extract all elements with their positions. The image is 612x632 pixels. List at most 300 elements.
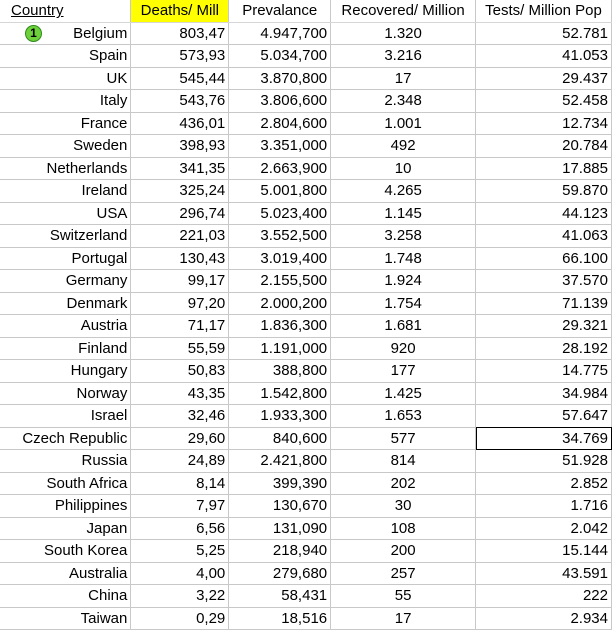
cell-value: 3,22 — [196, 587, 226, 605]
cell-value: Spain — [89, 47, 128, 65]
cell-prevalance[interactable] — [229, 382, 331, 405]
table-row — [0, 405, 612, 428]
cell-prevalance[interactable] — [229, 472, 331, 495]
cell-deaths-per-million[interactable] — [131, 315, 229, 338]
header-country[interactable] — [0, 0, 131, 22]
cell-country[interactable] — [0, 585, 131, 608]
cell-value: 296,74 — [179, 204, 226, 222]
cell-country[interactable] — [0, 157, 131, 180]
cell-value: 1.754 — [384, 294, 422, 312]
cell-value: 2.042 — [570, 519, 608, 537]
cell-deaths-per-million[interactable] — [131, 360, 229, 383]
cell-prevalance[interactable] — [229, 225, 331, 248]
cell-value: 130,43 — [179, 249, 226, 267]
table-row — [0, 382, 612, 405]
cell-prevalance[interactable] — [229, 22, 331, 45]
cell-value: 1.836,300 — [260, 317, 328, 335]
table-row — [0, 157, 612, 180]
cell-tests-per-million[interactable] — [476, 292, 612, 315]
table-row — [0, 45, 612, 68]
cell-value: 18,516 — [281, 609, 328, 627]
cell-value: 920 — [390, 339, 416, 357]
cell-value: 399,390 — [272, 474, 328, 492]
cell-country[interactable] — [0, 427, 131, 450]
cell-value: 30 — [394, 497, 412, 515]
cell-tests-per-million[interactable] — [476, 157, 612, 180]
cell-country[interactable] — [0, 90, 131, 113]
cell-value: Germany — [65, 272, 128, 290]
cell-value: Czech Republic — [22, 429, 128, 447]
cell-value: 840,600 — [272, 429, 328, 447]
cell-country[interactable] — [0, 382, 131, 405]
cell-tests-per-million[interactable] — [476, 337, 612, 360]
table-row — [0, 585, 612, 608]
cell-value: 4.265 — [384, 182, 422, 200]
cell-value: 17 — [394, 69, 412, 87]
cell-tests-per-million[interactable] — [476, 607, 612, 630]
table-row — [0, 337, 612, 360]
cell-prevalance[interactable] — [229, 360, 331, 383]
cell-deaths-per-million[interactable] — [131, 427, 229, 450]
cell-value: Israel — [90, 407, 128, 425]
cell-value: 51.928 — [562, 452, 608, 470]
cell-value: 130,670 — [272, 497, 328, 515]
cell-value: 29,60 — [187, 429, 226, 447]
cell-deaths-per-million[interactable] — [131, 225, 229, 248]
cell-tests-per-million[interactable] — [476, 247, 612, 270]
cell-value: 14.775 — [562, 362, 608, 380]
cell-country[interactable] — [0, 292, 131, 315]
cell-value: 4.947,700 — [260, 24, 328, 42]
cell-value: 1.716 — [570, 497, 608, 515]
cell-value: 341,35 — [179, 159, 226, 177]
cell-value: 131,090 — [272, 519, 328, 537]
cell-prevalance[interactable] — [229, 90, 331, 113]
cell-value: 7,97 — [196, 497, 226, 515]
cell-value: 221,03 — [179, 227, 226, 245]
cell-deaths-per-million[interactable] — [131, 135, 229, 158]
cell-value: 3.806,600 — [260, 92, 328, 110]
cell-value: 97,20 — [187, 294, 226, 312]
table-row — [0, 22, 612, 45]
cell-value: 29.437 — [562, 69, 608, 87]
cell-country[interactable] — [0, 247, 131, 270]
table-row — [0, 450, 612, 473]
cell-value: 71,17 — [187, 317, 226, 335]
cell-recovered-per-million[interactable] — [331, 202, 476, 225]
cell-value: 6,56 — [196, 519, 226, 537]
cell-deaths-per-million[interactable] — [131, 472, 229, 495]
cell-value: Sweden — [73, 137, 128, 155]
cell-value: 41.053 — [562, 47, 608, 65]
cell-country[interactable] — [0, 45, 131, 68]
cell-value: 1.320 — [384, 24, 422, 42]
cell-value: 543,76 — [179, 92, 226, 110]
cell-value: 398,93 — [179, 137, 226, 155]
cell-value: 8,14 — [196, 474, 226, 492]
cell-recovered-per-million[interactable] — [331, 495, 476, 518]
cell-value: 2.663,900 — [260, 159, 328, 177]
cell-prevalance[interactable] — [229, 562, 331, 585]
cell-prevalance[interactable] — [229, 315, 331, 338]
cell-value: 59.870 — [562, 182, 608, 200]
cell-recovered-per-million[interactable] — [331, 472, 476, 495]
cell-value: 1.653 — [384, 407, 422, 425]
cell-value: 218,940 — [272, 542, 328, 560]
cell-prevalance[interactable] — [229, 135, 331, 158]
cell-value: Finland — [78, 339, 128, 357]
cell-prevalance[interactable] — [229, 495, 331, 518]
cell-value: Philippines — [54, 497, 128, 515]
table-row — [0, 315, 612, 338]
cell-deaths-per-million[interactable] — [131, 67, 229, 90]
cell-prevalance[interactable] — [229, 450, 331, 473]
cell-tests-per-million[interactable] — [476, 382, 612, 405]
header-prevalance[interactable]: Prevalance — [229, 0, 331, 22]
cell-value: 279,680 — [272, 564, 328, 582]
cell-country[interactable] — [0, 562, 131, 585]
cell-value: China — [88, 587, 128, 605]
cell-value: 1.933,300 — [260, 407, 328, 425]
cell-country[interactable] — [0, 495, 131, 518]
cell-value: 5.034,700 — [260, 47, 328, 65]
cell-recovered-per-million[interactable] — [331, 315, 476, 338]
cell-value: 29.321 — [562, 317, 608, 335]
cell-tests-per-million[interactable] — [476, 427, 612, 450]
cell-tests-per-million[interactable] — [476, 135, 612, 158]
cell-value: 57.647 — [562, 407, 608, 425]
cell-value: 1.191,000 — [260, 339, 328, 357]
cell-recovered-per-million[interactable] — [331, 157, 476, 180]
cell-value: 388,800 — [272, 362, 328, 380]
cell-country[interactable] — [0, 607, 131, 630]
cell-recovered-per-million[interactable] — [331, 90, 476, 113]
cell-value: 2.421,800 — [260, 452, 328, 470]
cell-tests-per-million[interactable] — [476, 405, 612, 428]
cell-deaths-per-million[interactable] — [131, 450, 229, 473]
table-row — [0, 67, 612, 90]
cell-value: Japan — [86, 519, 128, 537]
cell-value: 41.063 — [562, 227, 608, 245]
cell-value: 37.570 — [562, 272, 608, 290]
cell-value: 28.192 — [562, 339, 608, 357]
cell-value: 50,83 — [187, 362, 226, 380]
cell-value: 545,44 — [179, 69, 226, 87]
cell-value: 5.001,800 — [260, 182, 328, 200]
table-row — [0, 292, 612, 315]
table-row — [0, 427, 612, 450]
cell-value: 71.139 — [562, 294, 608, 312]
cell-prevalance[interactable] — [229, 540, 331, 563]
cell-deaths-per-million[interactable] — [131, 585, 229, 608]
cell-value: 1.145 — [384, 204, 422, 222]
table-row — [0, 225, 612, 248]
cell-value: 177 — [390, 362, 416, 380]
cell-country[interactable] — [0, 202, 131, 225]
table-row — [0, 90, 612, 113]
cell-recovered-per-million[interactable] — [331, 337, 476, 360]
cell-value: 12.734 — [562, 114, 608, 132]
cell-tests-per-million[interactable] — [476, 67, 612, 90]
cell-prevalance[interactable] — [229, 427, 331, 450]
cell-value: South Korea — [43, 542, 128, 560]
cell-country[interactable] — [0, 22, 131, 45]
cell-recovered-per-million[interactable] — [331, 405, 476, 428]
cell-deaths-per-million[interactable] — [131, 202, 229, 225]
cell-value: 1.425 — [384, 384, 422, 402]
cell-country[interactable] — [0, 360, 131, 383]
table-body — [0, 22, 612, 630]
cell-value: 5,25 — [196, 542, 226, 560]
cell-value: 2.348 — [384, 92, 422, 110]
cell-value: 2.000,200 — [260, 294, 328, 312]
cell-prevalance[interactable] — [229, 157, 331, 180]
cell-value: 222 — [582, 587, 608, 605]
cell-prevalance[interactable] — [229, 67, 331, 90]
cell-value: 108 — [390, 519, 416, 537]
cell-recovered-per-million[interactable] — [331, 292, 476, 315]
cell-value: 2.852 — [570, 474, 608, 492]
cell-value: Norway — [76, 384, 128, 402]
header-row — [0, 0, 612, 22]
cell-deaths-per-million[interactable] — [131, 180, 229, 203]
cell-value: France — [80, 114, 128, 132]
cell-value: 3.216 — [384, 47, 422, 65]
cell-recovered-per-million[interactable] — [331, 540, 476, 563]
cell-prevalance[interactable] — [229, 292, 331, 315]
cell-prevalance[interactable] — [229, 247, 331, 270]
cell-recovered-per-million[interactable] — [331, 270, 476, 293]
cell-recovered-per-million[interactable] — [331, 382, 476, 405]
cell-value: Ireland — [81, 182, 128, 200]
cell-recovered-per-million[interactable] — [331, 360, 476, 383]
cell-deaths-per-million[interactable] — [131, 337, 229, 360]
cell-deaths-per-million[interactable] — [131, 247, 229, 270]
cell-recovered-per-million[interactable] — [331, 67, 476, 90]
cell-tests-per-million[interactable] — [476, 517, 612, 540]
cell-tests-per-million[interactable] — [476, 450, 612, 473]
cell-deaths-per-million[interactable] — [131, 562, 229, 585]
cell-country[interactable] — [0, 540, 131, 563]
cell-country[interactable] — [0, 180, 131, 203]
cell-deaths-per-million[interactable] — [131, 45, 229, 68]
cell-recovered-per-million[interactable] — [331, 517, 476, 540]
cell-value: 2.155,500 — [260, 272, 328, 290]
cell-tests-per-million[interactable] — [476, 315, 612, 338]
cell-recovered-per-million[interactable] — [331, 180, 476, 203]
cell-tests-per-million[interactable] — [476, 202, 612, 225]
cell-country[interactable] — [0, 450, 131, 473]
table-row — [0, 562, 612, 585]
cell-recovered-per-million[interactable] — [331, 22, 476, 45]
header-country-label: Country — [11, 2, 64, 20]
cell-value: Portugal — [71, 249, 128, 267]
table-row — [0, 180, 612, 203]
cell-deaths-per-million[interactable] — [131, 405, 229, 428]
table-row — [0, 495, 612, 518]
cell-value: Denmark — [66, 294, 128, 312]
cell-prevalance[interactable] — [229, 45, 331, 68]
table-row — [0, 112, 612, 135]
cell-prevalance[interactable] — [229, 585, 331, 608]
header-deaths-per-million[interactable]: Deaths/ Mill — [131, 0, 229, 22]
cell-tests-per-million[interactable] — [476, 180, 612, 203]
cell-value: 1.001 — [384, 114, 422, 132]
cell-country[interactable] — [0, 270, 131, 293]
cell-value: 2.804,600 — [260, 114, 328, 132]
cell-value: 1.681 — [384, 317, 422, 335]
cell-value: 4,00 — [196, 564, 226, 582]
cell-prevalance[interactable] — [229, 112, 331, 135]
cell-recovered-per-million[interactable] — [331, 112, 476, 135]
cell-recovered-per-million[interactable] — [331, 45, 476, 68]
cell-value: USA — [96, 204, 128, 222]
cell-value: 2.934 — [570, 609, 608, 627]
cell-recovered-per-million[interactable] — [331, 607, 476, 630]
cell-country[interactable] — [0, 517, 131, 540]
cell-tests-per-million[interactable] — [476, 540, 612, 563]
cell-deaths-per-million[interactable] — [131, 517, 229, 540]
cell-country[interactable] — [0, 225, 131, 248]
cell-recovered-per-million[interactable] — [331, 135, 476, 158]
cell-value: 43,35 — [187, 384, 226, 402]
cell-recovered-per-million[interactable] — [331, 225, 476, 248]
cell-value: 3.019,400 — [260, 249, 328, 267]
cell-prevalance[interactable] — [229, 202, 331, 225]
cell-value: 1.924 — [384, 272, 422, 290]
cell-value: 3.552,500 — [260, 227, 328, 245]
cell-value: 55,59 — [187, 339, 226, 357]
table-row — [0, 360, 612, 383]
cell-value: 5.023,400 — [260, 204, 328, 222]
table-row — [0, 247, 612, 270]
cell-deaths-per-million[interactable] — [131, 22, 229, 45]
cell-prevalance[interactable] — [229, 270, 331, 293]
cell-value: 257 — [390, 564, 416, 582]
cell-value: 24,89 — [187, 452, 226, 470]
cell-country[interactable] — [0, 337, 131, 360]
header-recovered-per-million[interactable]: Recovered/ Million — [331, 0, 476, 22]
table-row — [0, 607, 612, 630]
cell-value: 58,431 — [281, 587, 328, 605]
table-row — [0, 135, 612, 158]
cell-value: 0,29 — [196, 609, 226, 627]
cell-prevalance[interactable] — [229, 517, 331, 540]
cell-recovered-per-million[interactable] — [331, 247, 476, 270]
table-row — [0, 202, 612, 225]
cell-value: 15.144 — [562, 542, 608, 560]
cell-value: 32,46 — [187, 407, 226, 425]
cell-value: 436,01 — [179, 114, 226, 132]
cell-country[interactable] — [0, 405, 131, 428]
cell-value: Italy — [99, 92, 128, 110]
cell-value: 325,24 — [179, 182, 226, 200]
cell-value: Australia — [69, 564, 128, 582]
cell-country[interactable] — [0, 135, 131, 158]
cell-tests-per-million[interactable] — [476, 360, 612, 383]
table-row — [0, 517, 612, 540]
cell-value: 10 — [394, 159, 412, 177]
cell-tests-per-million[interactable] — [476, 270, 612, 293]
cell-value: 3.351,000 — [260, 137, 328, 155]
table-row — [0, 540, 612, 563]
cell-value: 1.748 — [384, 249, 422, 267]
cell-tests-per-million[interactable] — [476, 585, 612, 608]
cell-tests-per-million[interactable] — [476, 90, 612, 113]
cell-value: Russia — [81, 452, 128, 470]
cell-value: 803,47 — [179, 24, 226, 42]
cell-value: 202 — [390, 474, 416, 492]
cell-deaths-per-million[interactable] — [131, 292, 229, 315]
cell-prevalance[interactable] — [229, 337, 331, 360]
cell-country[interactable] — [0, 472, 131, 495]
cell-value: Taiwan — [80, 609, 128, 627]
cell-value: 99,17 — [187, 272, 226, 290]
cell-value: 573,93 — [179, 47, 226, 65]
cell-value: 55 — [394, 587, 412, 605]
cell-value: 3.258 — [384, 227, 422, 245]
cell-recovered-per-million[interactable] — [331, 427, 476, 450]
cell-country[interactable] — [0, 112, 131, 135]
cell-deaths-per-million[interactable] — [131, 112, 229, 135]
cell-value: 20.784 — [562, 137, 608, 155]
cell-prevalance[interactable] — [229, 607, 331, 630]
cell-value: 814 — [390, 452, 416, 470]
cell-value: Netherlands — [46, 159, 128, 177]
cell-deaths-per-million[interactable] — [131, 540, 229, 563]
cell-value: 17.885 — [562, 159, 608, 177]
cell-value: 34.769 — [562, 429, 608, 447]
cell-value: 200 — [390, 542, 416, 560]
cell-country[interactable] — [0, 67, 131, 90]
cell-value: Switzerland — [49, 227, 128, 245]
cell-prevalance[interactable] — [229, 405, 331, 428]
cell-tests-per-million[interactable] — [476, 112, 612, 135]
cell-value: UK — [106, 69, 128, 87]
cell-tests-per-million[interactable] — [476, 22, 612, 45]
cell-recovered-per-million[interactable] — [331, 450, 476, 473]
cell-value: Belgium — [73, 24, 128, 42]
cell-value: 1.542,800 — [260, 384, 328, 402]
table-row — [0, 472, 612, 495]
cell-value: Hungary — [70, 362, 128, 380]
cell-value: 34.984 — [562, 384, 608, 402]
cell-deaths-per-million[interactable] — [131, 495, 229, 518]
cell-deaths-per-million[interactable] — [131, 157, 229, 180]
cell-deaths-per-million[interactable] — [131, 270, 229, 293]
cell-deaths-per-million[interactable] — [131, 90, 229, 113]
header-tests-per-million[interactable]: Tests/ Million Pop — [476, 0, 612, 22]
row-number-badge: 1 — [25, 25, 42, 42]
cell-deaths-per-million[interactable] — [131, 607, 229, 630]
cell-value: Austria — [80, 317, 128, 335]
cell-tests-per-million[interactable] — [476, 45, 612, 68]
cell-tests-per-million[interactable] — [476, 472, 612, 495]
cell-tests-per-million[interactable] — [476, 495, 612, 518]
cell-value: 577 — [390, 429, 416, 447]
cell-value: 52.781 — [562, 24, 608, 42]
cell-country[interactable] — [0, 315, 131, 338]
cell-value: 43.591 — [562, 564, 608, 582]
cell-value: South Africa — [46, 474, 128, 492]
cell-value: 52.458 — [562, 92, 608, 110]
cell-tests-per-million[interactable] — [476, 225, 612, 248]
cell-prevalance[interactable] — [229, 180, 331, 203]
cell-tests-per-million[interactable] — [476, 562, 612, 585]
cell-recovered-per-million[interactable] — [331, 562, 476, 585]
cell-recovered-per-million[interactable] — [331, 585, 476, 608]
cell-deaths-per-million[interactable] — [131, 382, 229, 405]
